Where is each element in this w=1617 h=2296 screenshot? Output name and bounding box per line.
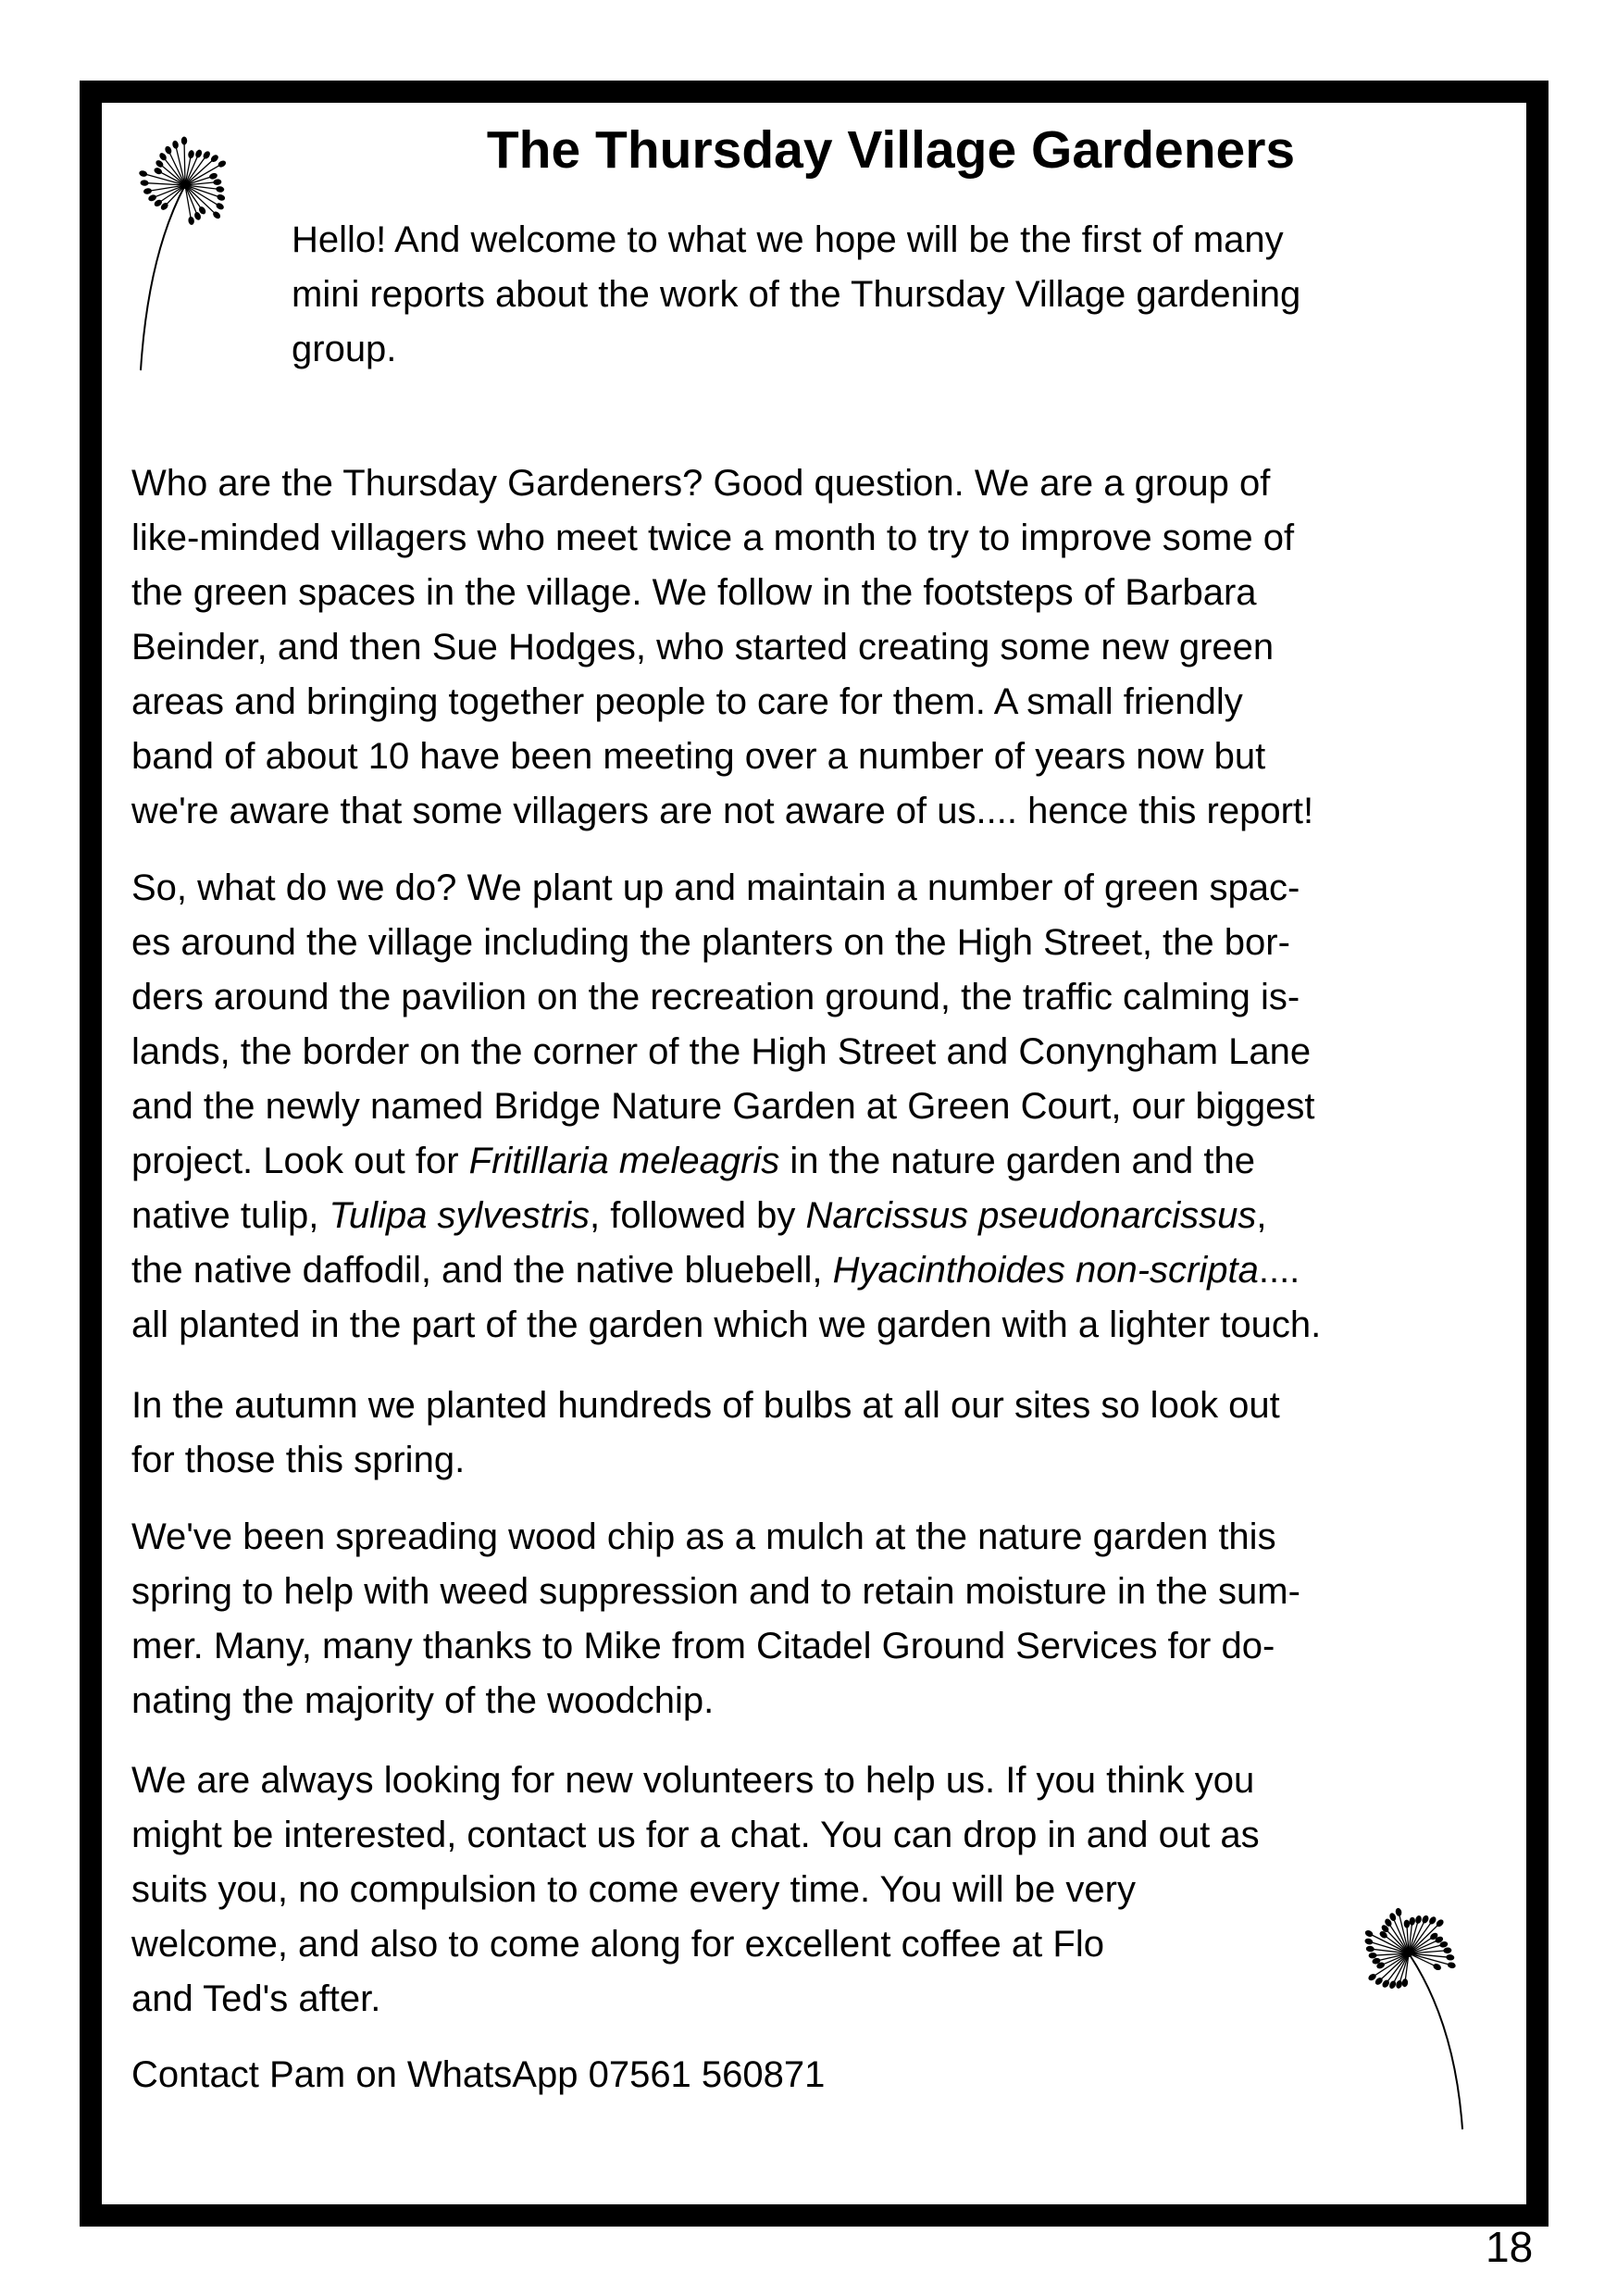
flower-seed <box>1446 1954 1455 1961</box>
intro-paragraph <box>292 213 1300 377</box>
text-line: areas and bringing together people to care for them. A small friendly <box>131 681 1243 722</box>
flower-seed <box>1414 1915 1423 1924</box>
intro-line: Hello! And welcome to what we hope will be the first of many <box>292 219 1284 260</box>
paragraph-autumn <box>131 1379 1280 1488</box>
flower-seed <box>147 193 157 202</box>
species-name: Hyacinthoides non-scripta <box>832 1250 1259 1291</box>
text-line <box>131 1243 1321 1298</box>
flower-seed <box>1364 1938 1374 1946</box>
flower-stem <box>141 185 185 370</box>
flower-seed <box>213 179 222 185</box>
flower-seed <box>216 193 226 202</box>
text-line: might be interested, contact us for a chat. You can drop in and out as <box>131 1815 1260 1855</box>
page-title: The Thursday Village Gardeners <box>486 120 1296 180</box>
text-line: We've been spreading wood chip as a mulch at the nature garden this <box>131 1516 1276 1557</box>
flower-seed <box>1401 1978 1408 1988</box>
flower-seed <box>153 167 163 176</box>
text-line: we're aware that some villagers are not aware of us.... hence this report! <box>131 791 1314 831</box>
text-segment: in the nature garden and the <box>779 1141 1256 1181</box>
paragraph-who <box>131 456 1313 839</box>
flower-seed <box>1395 1979 1403 1989</box>
paragraph-volunteers <box>131 1753 1260 2027</box>
flower-seed <box>140 180 148 186</box>
flower-seed <box>194 149 203 159</box>
text-line: suits you, no compulsion to come every time. You will be very <box>131 1869 1136 1910</box>
flower-ray <box>184 141 185 185</box>
text-line: for those this spring. <box>131 1440 466 1480</box>
page-number: 18 <box>1486 2223 1534 2271</box>
flower-seed <box>143 188 153 195</box>
flower-seed <box>1428 1915 1437 1926</box>
flower-seed <box>216 186 225 193</box>
text-segment: the native daffodil, and the native bluebell, <box>131 1250 833 1291</box>
text-line: welcome, and also to come along for excellent coffee at Flo <box>131 1924 1104 1965</box>
text-line: lands, the border on the corner of the High Street and Conyngham Lane <box>131 1031 1312 1072</box>
intro-line: mini reports about the work of the Thursday Village gardening <box>292 274 1301 315</box>
flower-seed <box>171 140 179 149</box>
paragraph-what <box>131 861 1321 1353</box>
flower-seed <box>1365 1945 1374 1952</box>
flower-stem <box>1409 1953 1462 2129</box>
flower-seed <box>1443 1947 1451 1953</box>
text-line: the green spaces in the village. We follow in the footsteps of Barbara <box>131 572 1257 613</box>
text-segment: .... <box>1258 1250 1300 1291</box>
flower-center <box>1405 1950 1412 1957</box>
text-line: Who are the Thursday Gardeners? Good question. We are a group of <box>131 463 1271 504</box>
text-line: Beinder, and then Sue Hodges, who started creating some new green <box>131 627 1275 668</box>
flower-seed <box>215 202 225 211</box>
flower-seed <box>164 145 173 156</box>
flower-seed <box>1432 1963 1442 1972</box>
text-line: So, what do we do? We plant up and maintain a number of green spac- <box>131 867 1300 908</box>
text-segment: project. Look out for <box>131 1141 469 1181</box>
text-line: and Ted's after. <box>131 1978 381 2019</box>
flower-seed <box>1447 1961 1456 1969</box>
flower-seed <box>1395 1907 1402 1916</box>
dandelion-flower-icon <box>1353 1893 1483 2134</box>
text-line: In the autumn we planted hundreds of bulbs at all our sites so look out <box>131 1385 1280 1426</box>
text-line: Contact Pam on WhatsApp 07561 560871 <box>131 2054 826 2095</box>
flower-seed <box>1364 1929 1374 1939</box>
flower-seed <box>208 172 218 181</box>
dandelion-flower-icon <box>130 134 241 375</box>
flower-seed <box>138 169 147 178</box>
text-line: and the newly named Bridge Nature Garden at Green Court, our biggest <box>131 1086 1315 1127</box>
text-line: all planted in the part of the garden which we garden with a lighter touch. <box>131 1304 1322 1345</box>
flower-seed <box>181 136 188 144</box>
flower-seed <box>1368 1953 1376 1959</box>
flower-seed <box>202 150 211 160</box>
flower-seed <box>1409 1916 1415 1926</box>
contact-line <box>131 2048 825 2103</box>
text-line: spring to help with weed suppression and to retain moisture in the sum- <box>131 1571 1300 1612</box>
flower-seed <box>1403 1919 1410 1928</box>
flower-seed <box>188 216 195 225</box>
text-line: nating the majority of the woodchip. <box>131 1680 715 1721</box>
text-segment: native tulip, <box>131 1195 330 1236</box>
flower-seed <box>1421 1915 1430 1925</box>
paragraph-woodchip <box>131 1510 1300 1728</box>
text-line: es around the village including the planters on the High Street, the bor- <box>131 922 1290 963</box>
text-segment: , <box>1256 1195 1267 1236</box>
flower-seed <box>1388 1979 1398 1990</box>
text-line: ders around the pavilion on the recreation ground, the traffic calming is- <box>131 977 1300 1017</box>
text-line <box>131 1189 1321 1243</box>
text-line: We are always looking for new volunteers to help us. If you think you <box>131 1760 1255 1801</box>
text-line <box>131 1134 1321 1189</box>
text-line: like-minded villagers who meet twice a month to try to improve some of <box>131 518 1295 558</box>
flower-seed <box>188 150 195 159</box>
text-line: mer. Many, many thanks to Mike from Citadel Ground Services for do- <box>131 1626 1275 1666</box>
species-name: Tulipa sylvestris <box>329 1195 591 1236</box>
intro-line: group. <box>292 329 397 369</box>
species-name: Fritillaria meleagris <box>468 1141 780 1181</box>
flower-seed <box>217 159 227 168</box>
text-line: band of about 10 have been meeting over a number of years now but <box>131 736 1266 777</box>
flower-center <box>181 181 189 189</box>
species-name: Narcissus pseudonarcissus <box>805 1195 1257 1236</box>
text-segment: , followed by <box>590 1195 806 1236</box>
